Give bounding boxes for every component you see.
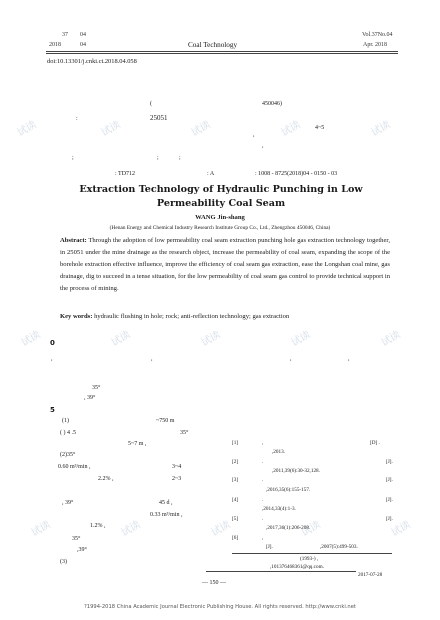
reference-type: [J]. [386, 497, 393, 503]
reference-number: [3] [232, 477, 239, 483]
reference-source: ,2007(5):499-503. [320, 544, 358, 550]
comma: , [253, 132, 255, 138]
thickness-value: ( ) 4 .5 [60, 430, 76, 436]
keywords [60, 313, 289, 320]
punctuation: , [290, 356, 292, 362]
punctuation: , [51, 356, 53, 362]
clc-number: : TD712 [115, 171, 136, 177]
angle-value: 35° [92, 385, 101, 391]
reference-number: [2] [232, 459, 239, 465]
reference-number: [6] [232, 535, 239, 541]
keyword-separator: ; [179, 155, 181, 161]
journal-name: Coal Technology [188, 41, 238, 49]
footnote-rule [232, 553, 392, 554]
watermark: 试读 [189, 119, 213, 139]
keyword-separator: ; [157, 155, 159, 161]
reference-text: , [262, 535, 264, 541]
reference-text: . [262, 459, 264, 465]
punctuation: , [151, 356, 153, 362]
received-date: 2017-07-28 [358, 572, 383, 578]
doi: doi:10.13301/j.cnki.ct.2018.04.058 [47, 58, 137, 65]
abstract-text: Through the adoption of low permeability coal seam extraction punching hole gas extraction technology together, in 25051 under the mine drainage as the research object, increase the permeability of coal seam, expanding the scope of the borehole extraction effective influence, improve the efficiency of coal seam gas extraction, ease the Longshan coal mine, gas drainage, dig to succeed in a tense situation, for the low permeability of coal seam gas control to provide technical support in the process of mining. [60, 237, 390, 292]
issue-number-2: 04 [80, 42, 86, 48]
watermark: 试读 [119, 519, 143, 539]
punctuation: , [348, 356, 350, 362]
range-value: 3~4 [172, 464, 182, 470]
reference-text: , [262, 440, 264, 446]
reference-text: . [262, 477, 264, 483]
received-rule [206, 571, 356, 572]
list-item-number: (1) [62, 418, 69, 424]
zipcode: 450046) [262, 101, 282, 107]
issue-number: 04 [80, 32, 86, 38]
percent-value: 1.2% , [90, 523, 106, 529]
reference-source: ,2017,36(1):206-208. [266, 525, 311, 531]
angle-value: , 39° [84, 395, 96, 401]
section-number-0: 0 [50, 339, 55, 347]
issue-date: Apr. 2018 [363, 42, 387, 48]
watermark: 试读 [209, 519, 233, 539]
watermark: 试读 [199, 329, 223, 349]
range-value: 2~3 [172, 476, 182, 482]
reference-type: [J]. [386, 477, 393, 483]
reference-type: [J]. [266, 544, 273, 550]
watermark: 试读 [299, 519, 323, 539]
section-number-5: 5 [50, 406, 55, 414]
volume-number: 37 [62, 32, 68, 38]
author-bio: (1993-) , [300, 556, 319, 562]
reference-type: [J]. [386, 459, 393, 465]
header-rule [46, 53, 398, 54]
reference-type: [D] . [370, 440, 380, 446]
abstract-colon: : [76, 116, 78, 122]
reference-source: ,2011,39(6):30-32,128. [272, 468, 320, 474]
flow-rate-value: 0.60 m³/min , [58, 464, 91, 470]
abstract-label: Abstract: [60, 237, 87, 244]
watermark: 试读 [379, 329, 403, 349]
watermark: 试读 [29, 519, 53, 539]
watermark: 试读 [15, 119, 39, 139]
author-affiliation: (Henan Energy and Chemical Industry Research Institute Group Co., Ltd., Zhengzhou 450046, China) [109, 225, 331, 231]
keywords-text: hydraulic flushing in hole; rock; anti-reflection technology; gas extraction [94, 313, 290, 320]
author-name: WANG Jin-shang [195, 214, 245, 221]
paper-title: Extraction Technology of Hydraulic Punching in Low Permeability Coal Seam [79, 184, 363, 209]
reference-number: [5] [232, 516, 239, 522]
volume-issue: Vol.37No.04 [362, 32, 393, 38]
watermark: 试读 [99, 119, 123, 139]
affiliation-paren: ( [150, 101, 152, 107]
reference-text: . [262, 516, 264, 522]
comma: , [262, 143, 264, 149]
depth-value: ~750 m [156, 418, 175, 424]
days-value: 45 d , [159, 500, 173, 506]
reference-type: [J]. [386, 516, 393, 522]
reference-number: [1] [232, 440, 239, 446]
list-item-number: (2)35° [60, 452, 76, 458]
percent-value: 2.2% , [98, 476, 114, 482]
copyright-footer: ?1994-2018 China Academic Journal Electronic Publishing House. All rights reserved. http://www.cnki.net [84, 604, 356, 610]
header-rule [46, 51, 398, 52]
keywords-label: Key words: [60, 313, 93, 320]
abstract [60, 235, 390, 295]
watermark: 试读 [109, 329, 133, 349]
keyword-separator: ; [72, 155, 74, 161]
reference-text: . [262, 497, 264, 503]
watermark: 试读 [389, 519, 413, 539]
reference-source: ,2013. [272, 449, 285, 455]
range-value: 4~5 [315, 125, 325, 131]
author-email: ,101376468361@qq.com. [270, 564, 324, 570]
flow-rate-value: 0.33 m³/min , [150, 512, 183, 518]
watermark: 试读 [289, 329, 313, 349]
range-value: 5~7 m , [128, 441, 147, 447]
list-item-number: (3) [60, 559, 67, 565]
watermark: 试读 [19, 329, 43, 349]
watermark: 试读 [369, 119, 393, 139]
reference-number: [4] [232, 497, 239, 503]
angle-value: ,39° [77, 547, 87, 553]
coal-seam-id: 25051 [150, 114, 168, 122]
angle-value: 35° [72, 536, 81, 542]
angle-value: , 39° [62, 500, 74, 506]
watermark: 试读 [279, 119, 303, 139]
year: 2018 [49, 42, 61, 48]
page-number: — 150 — [202, 580, 226, 586]
document-code: : A [207, 171, 215, 177]
article-id: : 1008 - 8725(2018)04 - 0150 - 03 [255, 171, 338, 177]
angle-value: 35° [180, 430, 189, 436]
reference-source: ,2014,33(4):1-3. [262, 506, 296, 512]
reference-source: ,2016,35(6):155-157. [266, 487, 311, 493]
